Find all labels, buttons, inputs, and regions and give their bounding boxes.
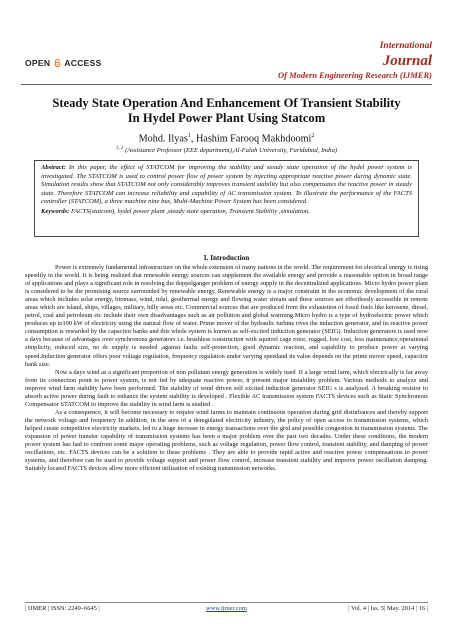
keywords [41, 208, 412, 217]
author-1: Mohd. Ilyas [138, 133, 188, 145]
footer-issn: | IJMER | ISSN: 2249–6645 | [25, 605, 100, 612]
footer-volume-page: | Vol. 4 | Iss. 5| May. 2014 | 16 | [348, 605, 428, 612]
author-2-superscript: 2 [311, 133, 315, 139]
paragraph-3: As a consequence, it will become necessary to require wind farms to maintain continuous operation during grid disturbances and thereby support the network voltage and frequency In addition, in the area of a deregulated electricity industry, the policy of open access to transmission systems, which helped create competitive electricity markets, led to a huge increase in energy transactions over the grid and possible congestion in transmission systems. The expansion of power transfer capability of transmission systems has been a major problem over the past two decades. Under these conditions, the modern power system has had to confront some major operating problems, such as voltage regulation, power flow control, transient stability, and damping of power oscillations, etc. FACTS devices can be a solution to these problems . They are able to provide rapid active and reactive power compensations to power systems, and therefore can be used to provide voltage support and power flow control, increase transient stability and improve power oscillation damping. Suitably located FACTS devices allow more efficient utilization of existing transmission networks. [25, 408, 428, 473]
logo-open-text: OPEN [25, 58, 51, 68]
paragraph-1: Power is extremely fundamental infrastructure on the whole extension of many nations in the world. The requirement for electrical energy is rising speedily in the world. It is being realized that renewable energy sources can supplement the available energy and provide a reasonable option in broad range of applications and plays a significant role in resolving the doppelganger problem of energy supply in the decentralized applications. Micro hydro power plant is considered to be the promising source surrounded by renewable energy. Renewable energy is a major constraint in the economic development of the rural areas which includes solar energy, biomass, wind, tidal, geothermal energy and flowing water stream and these sources are effortlessly accessible in remote areas which are island, ships, villages, military, hilly areas etc. Commercial sources that are produced from the exhaustion of fossil fuels like kerosene, diesel, petrol, coal and petroleum etc include their own disadvantages such as air pollution and global warming.Micro hydro is a type of hydroelectric power which produces up to100 kW of electricity using the natural flow of water. Prime mover of the hydraulic turbine rives the induction generator, and its reactive power consumption is rewarded by the capacitor banks and this whole system is known as self-excited induction generator (SEIG). Induction generators is used now a days because of advantages over synchronous generators i.e. brushless construction with squirrel cage rotor, rugged, low cost, less maintenance,operational simplicity, reduced size, no dc supply is needed ,against faults self-protection, good dynamic reaction, and capability to produce power at varying speed.Induction generator offers poor voltage regulation, frequency regulation under varying speedand its value depends on the prime mover speed, capacitor bank size. [25, 264, 428, 368]
page-footer [25, 605, 428, 615]
author-1-superscript: 1 [187, 133, 191, 139]
footer-divider [25, 602, 428, 603]
abstract-text: In this paper, the effect of STATCOM for improving the stability and steady state operation of the hydel power system is investigated. The STATCOM is used to control power flow of power system by injecting appropriate reactive power during dynamic state. Simulation results show that STATCOM not only considerably improves transient stability but also compensates the reactive power in steady state. Therefore STATCOM can increase reliability and capability of AC transmission system. To illustrate the performance of the FACTS controller (STATCOM), a three machine nine bus, Multi-Machine Power System has been considered. [41, 164, 412, 206]
affiliation-superscript: 1, 2 [115, 146, 124, 151]
keywords-label: Keywords: [41, 207, 70, 215]
author-separator: , Hashim Farooq Makhdoomi [190, 133, 312, 145]
title-line-2: In Hydel Power Plant Using Statcom [127, 111, 326, 125]
section-heading-introduction: I. Introduction [203, 254, 250, 262]
journal-line-journal: Journal [382, 52, 432, 69]
introduction-body [25, 264, 428, 473]
journal-line-name: Of Modern Engineering Research (IJMER) [278, 69, 432, 80]
affiliation [20, 146, 433, 154]
keywords-text: FACTS(statcom), hydel power plant ,steady state operation, Transient Stability ,simulation. [69, 207, 310, 215]
footer-website-link[interactable]: www.ijmer.com [206, 605, 247, 612]
open-access-logo [25, 58, 102, 68]
open-access-lock-icon [54, 59, 61, 67]
journal-line-international: International [379, 41, 432, 51]
abstract-label: Abstract: [41, 164, 66, 171]
author-line [20, 133, 433, 144]
title-line-1: Steady State Operation And Enhancement Of Transient Stability [52, 96, 401, 110]
logo-access-text: ACCESS [64, 58, 102, 68]
header-divider [21, 84, 432, 85]
affiliation-text: (Assistance Professor (EEE department),Al-Falah University, Faridabad, India) [125, 147, 338, 155]
paragraph-2: Now a days wind as a significant proportion of non pollutant energy generation is widely used .If a large wind farm, which electrically is far away from its connection point to power system, is not fed by adequate reactive power, it present major instability problem. Various methods to analyze and improve wind farm stability have been performed. The stability of wind driven self excited induction generator SEIG s is analyzed. A breaking resistor to absorb active power during fault to enhance the system stability is developed . Flexible AC transmission system FACTS devices such as Static Synchronous Compensator STATCOM to improve the stability in wind farm is studied . [25, 368, 428, 408]
abstract-box [34, 160, 419, 237]
paper-title [20, 96, 433, 126]
journal-masthead [278, 42, 432, 79]
